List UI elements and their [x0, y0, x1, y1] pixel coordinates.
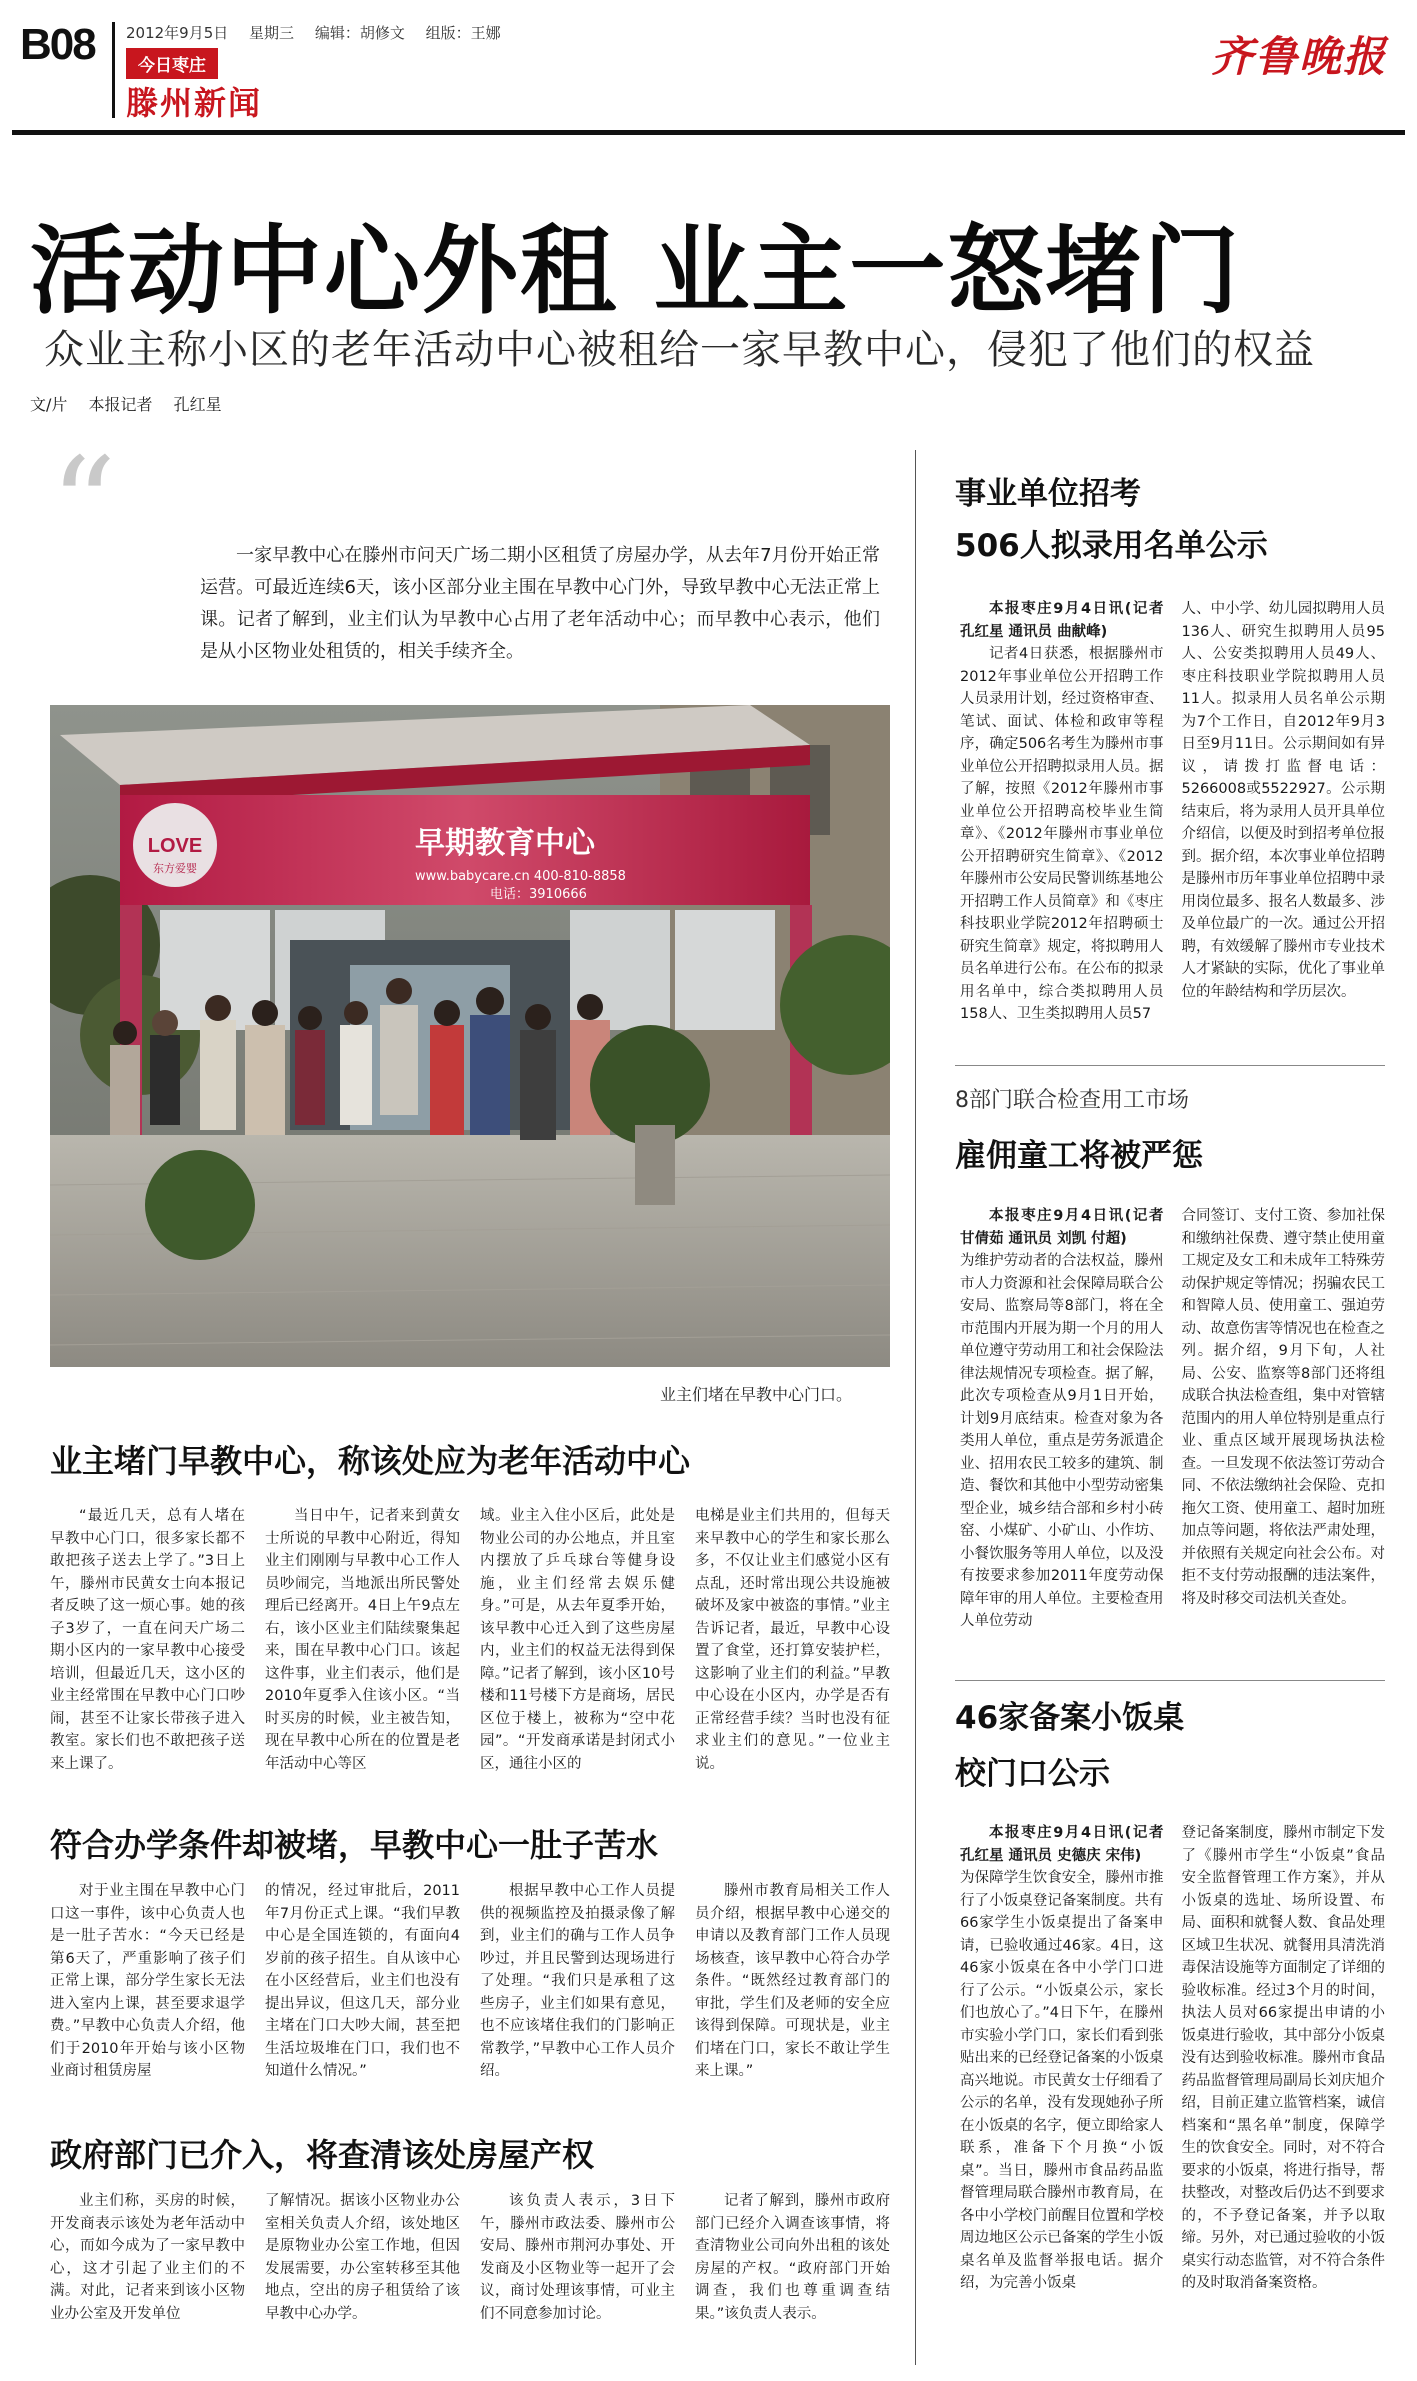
section3-col4: [695, 2190, 890, 2365]
byline-role: 本报记者: [88, 395, 153, 414]
right3-col2: [1182, 1822, 1386, 2367]
section1-title: 业主堵门早教中心，称该处应为老年活动中心: [50, 1442, 691, 1480]
right2-paragraph: 为维护劳动者的合法权益，滕州市人力资源和社会保障局联合公安局、监察局等8部门，将在全市范围内开展为期一个月的用人单位遵守劳动用工和社会保险法律法规情况专项检查。据了解，此次专项检查从9月1日开始，计划9月底结束。检查对象为各类用人单位，重点是劳务派遣企业、招用农民工较多的建筑、制造、餐饮和其他中小型劳动密集型企业，城乡结合部和乡村小砖窑、小煤矿、小矿山、小作坊、小餐饮服务等用人单位，以及没有按要求参加2011年度劳动保障年审的用人单位。主要检查用人单位劳动: [960, 1253, 1164, 1629]
section2-paragraph: 滕州市教育局相关工作人员介绍，根据早教中心递交的申请以及教育部门工作人员现场核查，该早教中心符合办学条件。“既然经过教育部门的审批，学生们及老师的安全应该得到保障。可现状是，业主们堵在门口，家长不敢让学生来上课。”: [695, 1883, 890, 2079]
header-divider: [112, 22, 115, 118]
section1-paragraph: “最近几天，总有人堵在早教中心门口，很多家长都不敢把孩子送去上学了。”3日上午，滕州市民黄女士向本报记者反映了这一烦心事。她的孩子3岁了，一直在问天广场二期小区内的一家早教中心接受培训，但最近几天，这小区的业主经常围在早教中心门口吵闹，甚至不让家长带孩子进入教室。家长们也不敢把孩子送来上课了。: [50, 1508, 245, 1772]
section3-paragraph: 该负责人表示，3日下午，滕州市政法委、滕州市公安局、滕州市荆河办事处、开发商及小区物业等一起开了会议，商讨处理该事情，可业主们不同意参加讨论。: [480, 2193, 675, 2322]
main-subhead: 众业主称小区的老年活动中心被租给一家早教中心，侵犯了他们的权益: [44, 327, 1315, 373]
right2-col2: [1182, 1205, 1386, 1665]
quote-mark-icon: “: [50, 429, 117, 581]
page-header: [0, 0, 1417, 140]
section2-body: [50, 1880, 890, 2115]
section2-paragraph: 对于业主围在早教中心门口这一事件，该中心负责人也是一肚子苦水：“今天已经是第6天了，严重影响了孩子们正常上课，部分学生家长无法进入室内上课，甚至要求退学费。”早教中心负责人介绍，他们于2010年开始与该小区物业商讨租赁房屋: [50, 1883, 245, 2079]
byline-name: 孔红星: [173, 395, 222, 414]
section1-col3: [480, 1505, 675, 1785]
section3-col2: [265, 2190, 460, 2365]
right1-paragraph: 记者4日获悉，根据滕州市2012年事业单位公开招聘工作人员录用计划，经过资格审查、笔试、面试、体检和政审等程序，确定506名考生为滕州市事业单位公开招聘拟录用人员。据了解，按照《2012年滕州市事业单位公开招聘高校毕业生简章》、《2012年滕州市事业单位公开招聘研究生简章》、《2012年滕州市公安局民警训练基地公开招聘工作人员简章》和《枣庄科技职业学院2012年招聘硕士研究生简章》规定，将拟聘用人员名单进行公布。在公布的拟录用名单中，综合类拟聘用人员158人、卫生类拟聘用人员57: [960, 646, 1164, 1022]
issue-date: 2012年9月5日: [126, 24, 229, 42]
header-rule: [12, 130, 1405, 135]
sign-brand-sub: 东方爱婴: [153, 862, 197, 875]
right3-paragraph: 登记备案制度，滕州市制定下发了《滕州市学生“小饭桌”食品安全监督管理工作方案》，并从小饭桌的选址、场所设置、布局、面积和就餐人数、食品处理区域卫生状况、就餐用具清洗消毒保洁设施等方面制定了详细的验收标准。经过3个月的时间，执法人员对66家提出申请的小饭桌进行验收，其中部分小饭桌没有达到验收标准。滕州市食品药品监督管理局副局长刘庆旭介绍，目前正建立监管档案，诚信档案和“黑名单”制度，保障学生的饮食安全。同时，对不符合要求的小饭桌，将进行指导，帮扶整改，对整改后仍达不到要求的，不予登记备案，并予以取缔。另外，对已通过验收的小饭桌实行动态监管，对不符合条件的及时取消备案资格。: [1181, 1825, 1385, 2291]
right1-byline: 本报枣庄9月4日讯(记者 孔红星 通讯员 曲献峰): [960, 601, 1164, 640]
section1-paragraph: 域。业主入住小区后，此处是物业公司的办公地点，并且室内摆放了乒乓球台等健身设施，业主们经常去娱乐健身。”可是，从去年夏季开始，该早教中心迁入到了这些房屋内，业主们的权益无法得到保障。”记者了解到，该小区10号楼和11号楼下方是商场，居民区位于楼上，被称为“空中花园”。“开发商承诺是封闭式小区，通往小区的: [480, 1508, 675, 1772]
news-photo: [50, 705, 890, 1367]
section3-paragraph: 记者了解到，滕州市政府部门已经介入调查该事情，将查清物业公司向外出租的该处房屋的产权。“政府部门开始调查，我们也尊重调查结果。”该负责人表示。: [695, 2193, 890, 2322]
section2-paragraph: 的情况，经过审批后，2011年7月份正式上课。“我们早教中心是全国连锁的，有面向4岁前的孩子招生。自从该中心在小区经营后，业主们也没有提出异议，但这几天，部分业主堵在门口大吵大闹，甚至把生活垃圾堆在门口，我们也不知道什么情况。”: [265, 1883, 460, 2079]
right1-col2: [1182, 598, 1386, 1048]
right2-col1: [960, 1205, 1164, 1665]
section1-paragraph: 当日中午，记者来到黄女士所说的早教中心附近，得知业主们刚刚与早教中心工作人员吵闹完，当地派出所民警处理后已经离开。4日上午9点左右，该小区业主们陆续聚集起来，围在早教中心门口。该起这件事，业主们表示，他们是2010年夏季入住该小区。“当时买房的时候，业主被告知，现在早教中心所在的位置是老年活动中心等区: [265, 1508, 460, 1772]
right3-col1: [960, 1822, 1164, 2367]
section3-col1: [50, 2190, 245, 2365]
sign-phone: 电话：3910666: [490, 887, 587, 902]
section1-col1: [50, 1505, 245, 1785]
page-number: B08: [20, 20, 95, 69]
photo-caption: 业主们堵在早教中心门口。: [660, 1385, 853, 1404]
section3-body: [50, 2190, 890, 2365]
section3-title: 政府部门已介入，将查清该处房屋产权: [50, 2136, 595, 2174]
right1-body: [960, 598, 1385, 1048]
sign-web: www.babycare.cn 400-810-8858: [415, 869, 626, 884]
issue-weekday: 星期三: [249, 24, 295, 42]
right3-paragraph: 为保障学生饮食安全，滕州市推行了小饭桌登记备案制度。共有66家学生小饭桌提出了备案申请，已验收通过46家。4日，这46家小饭桌在各中小学门口进行了公示。“小饭桌公示，家长们也放心了。”4日下午，在滕州市实验小学门口，家长们看到张贴出来的已经登记备案的小饭桌高兴地说。市民黄女士仔细看了公示的名单，没有发现她孙子所在小饭桌的名字，便立即给家人联系，准备下个月换“小饭桌”。当日，滕州市食品药品监督管理局联合滕州市教育局，在各中小学校门前醒目位置和学校周边地区公示已备案的学生小饭桌名单及监督举报电话。据介绍，为完善小饭桌: [960, 1870, 1164, 2291]
right3-title1: 46家备案小饭桌: [955, 1700, 1185, 1736]
section-tag: 今日枣庄: [126, 48, 218, 79]
section2-title: 符合办学条件却被堵，早教中心一肚子苦水: [50, 1826, 659, 1864]
section1-col2: [265, 1505, 460, 1785]
section2-paragraph: 根据早教中心工作人员提供的视频监控及拍摄录像了解到，业主们的确与工作人员争吵过，并且民警到达现场进行了处理。“我们只是承租了这些房子，业主们如果有意见，也不应该堵住我们的门影响正常教学，”早教中心工作人员介绍。: [480, 1883, 675, 2079]
right1-paragraph: 人、中小学、幼儿园拟聘用人员136人、研究生拟聘用人员95人、公安类拟聘用人员49人、枣庄科技职业学院拟聘用人员11人。拟录用人员名单公示期为7个工作日，自2012年9月3日至9月11日。公示期间如有异议，请拨打监督电话：5266008或5522927。公示期结束后，将为录用人员开具单位介绍信，以便及时到招考单位报到。据介绍，本次事业单位招聘是滕州市历年事业单位招聘中录用岗位最多、报名人数最多、涉及单位最广的一次。通过公开招聘，有效缓解了滕州市专业技术人才紧缺的实际，优化了事业单位的年龄结构和学历层次。: [1181, 601, 1385, 1000]
sign-title: 早期教育中心: [415, 826, 595, 861]
section-name: 滕州新闻: [126, 84, 263, 122]
photo-illustration: [50, 705, 890, 1367]
right3-byline: 本报枣庄9月4日讯(记者 孔红星 通讯员 史德庆 宋伟): [960, 1825, 1164, 1864]
right3-body: [960, 1822, 1385, 2367]
section2-col1: [50, 1880, 245, 2115]
right1-title1: 事业单位招考: [955, 476, 1141, 512]
right2-title: 雇佣童工将被严惩: [955, 1138, 1203, 1174]
sign-brand: LOVE: [147, 835, 203, 857]
column-separator: [915, 450, 916, 2365]
section1-body: [50, 1505, 890, 1785]
right2-body: [960, 1205, 1385, 1665]
right-divider: [955, 1065, 1385, 1066]
section3-paragraph: 了解情况。据该小区物业办公室相关负责人介绍，该处地区是原物业办公室工作地，但因发展需要，办公室转移至其他地点，空出的房子租赁给了该早教中心办学。: [265, 2193, 460, 2322]
section3-paragraph: 业主们称，买房的时候，开发商表示该处为老年活动中心，而如今成为了一家早教中心，这才引起了业主们的不满。对此，记者来到该小区物业办公室及开发单位: [50, 2193, 245, 2322]
section1-col4: [695, 1505, 890, 1785]
section2-col3: [480, 1880, 675, 2115]
right-divider: [955, 1680, 1385, 1681]
lead-paragraph: 一家早教中心在滕州市问天广场二期小区租赁了房屋办学，从去年7月份开始正常运营。可最近连续6天，该小区部分业主围在早教中心门外，导致早教中心无法正常上课。记者了解到，业主们认为早教中心占用了老年活动中心；而早教中心表示，他们是从小区物业处租赁的，相关手续齐全。: [200, 545, 880, 662]
right2-kicker: 8部门联合检查用工市场: [955, 1088, 1189, 1113]
right3-title2: 校门口公示: [955, 1756, 1110, 1792]
byline-label: 文/片: [30, 395, 68, 414]
section1-paragraph: 电梯是业主们共用的，但每天来早教中心的学生和家长那么多，不仅让业主们感觉小区有点乱，还时常出现公共设施被破坏及家中被盗的事情。”业主告诉记者，最近，早教中心设置了食堂，还打算安装护栏，这影响了业主们的利益。”早教中心设在小区内，办学是否有正常经营手续？当时也没有征求业主们的意见。”一位业主说。: [695, 1508, 890, 1772]
newspaper-logo: 齐鲁晚报: [1210, 32, 1387, 81]
section2-col4: [695, 1880, 890, 2115]
right2-paragraph: 合同签订、支付工资、参加社保和缴纳社保费、遵守禁止使用童工规定及女工和未成年工特殊劳动保护规定等情况；拐骗农民工和智障人员、使用童工、强迫劳动、故意伤害等情况也在检查之列。据介绍，9月下旬，人社局、公安、监察等8部门还将组成联合执法检查组，集中对管辖范围内的用人单位特别是重点行业、重点区域开展现场执法检查。一旦发现不依法签订劳动合同、不依法缴纳社会保险、克扣拖欠工资、使用童工、超时加班加点等问题，将依法严肃处理，并依照有关规定向社会公布。对拒不支付劳动报酬的违法案件，将及时移交司法机关查处。: [1181, 1208, 1385, 1607]
main-byline: [30, 392, 238, 415]
right2-byline: 本报枣庄9月4日讯(记者 甘倩茹 通讯员 刘凯 付超): [960, 1208, 1164, 1247]
main-headline: 活动中心外租 业主一怒堵门: [30, 215, 1242, 327]
issue-layout: 组版：王娜: [425, 24, 501, 42]
section2-col2: [265, 1880, 460, 2115]
right1-col1: [960, 598, 1164, 1048]
issue-meta: [126, 22, 517, 43]
section3-col3: [480, 2190, 675, 2365]
right1-title2: 506人拟录用名单公示: [955, 528, 1268, 564]
issue-editor: 编辑：胡修文: [314, 24, 405, 42]
